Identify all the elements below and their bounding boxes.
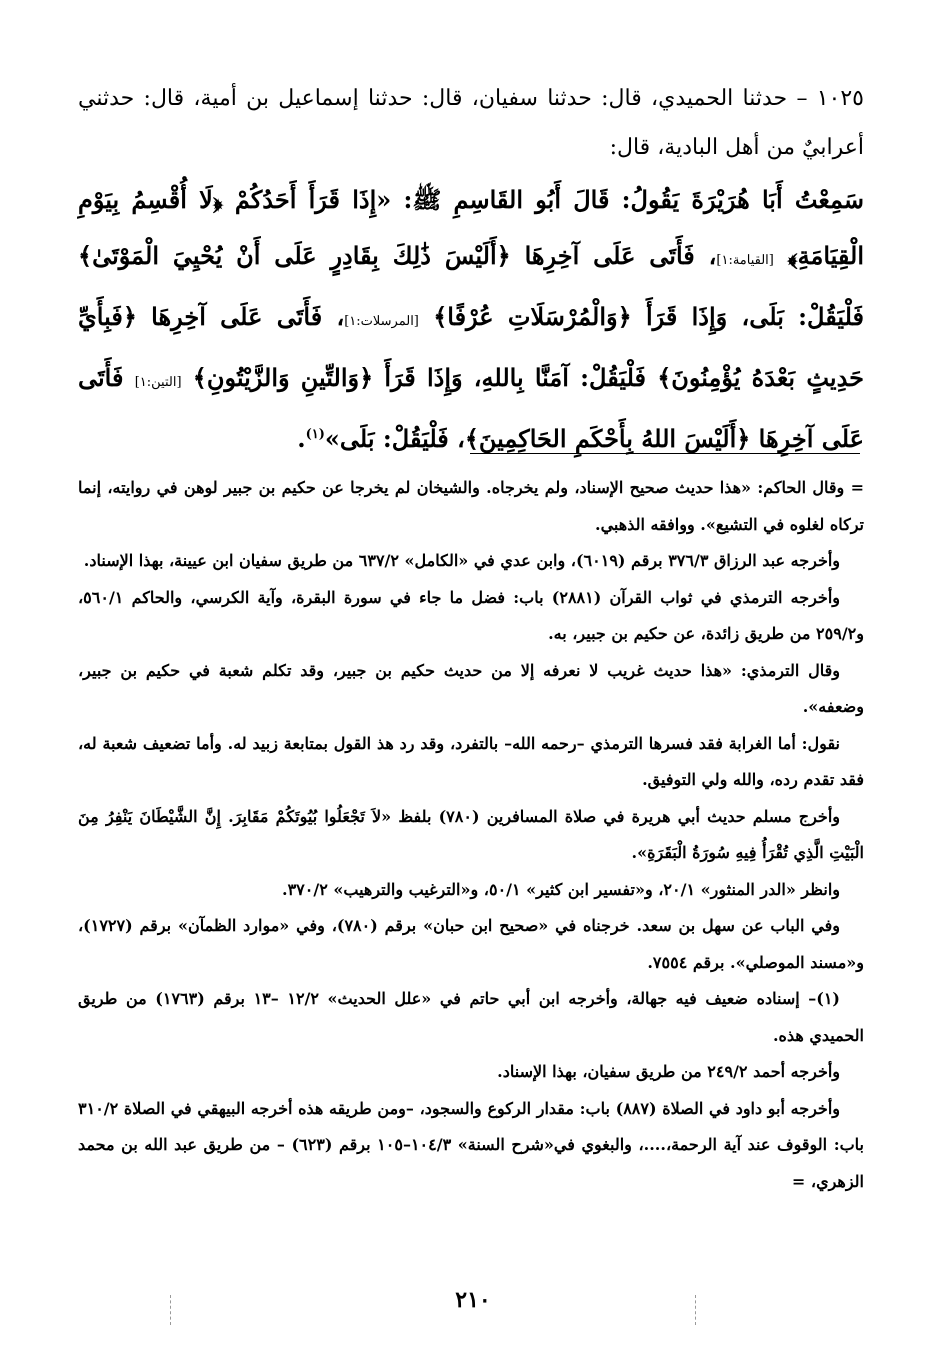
footnote-marker: (١) — [305, 427, 325, 442]
footnote-paragraph: نقول: أما الغرابة فقد فسرها الترمذي –رحمه الله– بالتفرد، وقد رد هذ القول بمتابعة زبيد له. وأما تضعيف شعبة له، فقد تقدم رده، والله ولي التوفيق. — [78, 733, 864, 789]
page-number: ٢١٠ — [455, 1287, 491, 1313]
footnote-paragraph: وفي الباب عن سهل بن سعد. خرجناه في «صحيح ابن حبان» برقم (٧٨٠)، وفي «موارد الظمآن» برقم (١٧٢٧)، و«مسند الموصلي». برقم ٧٥٥٤. — [78, 916, 864, 972]
scan-artifact — [695, 1295, 697, 1325]
hadith-intro: ١٠٢٥ – حدثنا الحميدي، قال: حدثنا سفيان، قال: حدثنا إسماعيل بن أمية، قال: حدثني أعرابيٌ من أهل البادية، قال: — [78, 86, 864, 160]
quote-part-1: سَمِعْتُ أَبَا هُرَيْرَةَ يَقُولُ: قَالَ أَبُو القَاسِمِ ﷺ: «إِذَا قَرَأَ أَحَدُكُمْ ﴿لَا أُقْسِمُ بِيَوْمِ الْقِيَامَةِ﴾ — [78, 185, 864, 270]
footnote-paragraph: (١)– إسناده ضعيف فيه جهالة، وأخرجه ابن أبي حاتم في «علل الحديث» ١٢/٢ –١٣ برقم (١٧٦٣) من طريق الحميدي هذه. — [78, 989, 864, 1045]
quote-end: . — [297, 424, 306, 453]
quote-part-3: ، فَأَتَى عَلَى آخِرِهَا ﴿فَبِأَيِّ حَدِيثٍ بَعْدَهُ يُؤْمِنُونَ﴾ فَلْيَقُلْ: آمَنَّا بِاللهِ، وَإِذَا قَرَأَ ﴿وَالتِّينِ وَالزَّيْتُونِ﴾ — [78, 302, 864, 392]
footnotes — [78, 470, 864, 1200]
footnote-paragraph: = وقال الحاكم: «هذا حديث صحيح الإسناد، ولم يخرجاه. والشيخان لم يخرجا عن حكيم بن جبير لوهن في روايته، إنما تركاه لغلوه في التشيع». ووافقه الذهبي. — [78, 478, 864, 534]
footnote-paragraph: وأخرجه أحمد ٢٤٩/٢ من طريق سفيان، بهذا الإسناد. — [497, 1062, 840, 1081]
footnote-paragraph: وأخرج مسلم حديث أبي هريرة في صلاة المسافرين (٧٨٠) بلفظ «لاَ تَجْعَلُوا بُيُوتَكُمْ مَقَابِرَ. إِنَّ الشَّيْطَانَ يَنْفِرُ مِنَ الْبَيْتِ الَّذِي تُقْرَأُ فِيهِ سُورَةُ الْبَقَرَةِ». — [78, 806, 864, 862]
footnote-paragraph: وانظر «الدر المنثور» ٢٠/١، و«تفسير ابن كثير» ٥٠/١، و«الترغيب والترهيب» ٣٧٠/٢. — [282, 879, 840, 899]
quote-part-2: ، فَأَتَى عَلَى آخِرِهَا ﴿أَلَيْسَ ذَٰلِكَ بِقَادِرٍ عَلَى أَنْ يُحْيِيَ الْمَوْتَىٰ﴾ فَلْيَقُلْ: بَلَى، وَإِذَا قَرَأَ ﴿وَالْمُرْسَلَاتِ عُرْفًا﴾ — [78, 241, 865, 331]
footnote-separator — [470, 453, 860, 454]
quote-part-4: فَأَتَى عَلَى آخِرِهَا ﴿أَلَيْسَ اللهُ بِأَحْكَمِ الحَاكِمِينَ﴾، فَلْيَقُلْ: بَلَى» — [78, 363, 864, 453]
scan-artifact — [170, 1295, 172, 1325]
quran-ref-mursalat: [المرسلات:١] — [344, 314, 419, 329]
footnote-paragraph: وأخرجه أبو داود في الصلاة (٨٨٧) باب: مقدار الركوع والسجود، –ومن طريقه هذه أخرجه البيهقي في الصلاة ٣١٠/٢ باب: الوقوف عند آية الرحمة،....، والبغوي في«شرح السنة» ١٠٤/٣–١٠٥ برقم (٦٢٣) – من طريق عبد الله بن محمد الزهري، = — [78, 1098, 865, 1191]
hadith-text — [78, 74, 864, 467]
footnote-paragraph: وأخرجه الترمذي في ثواب القرآن (٢٨٨١) باب: فضل ما جاء في سورة البقرة، وآية الكرسي، والحاكم ٥٦٠/١، و٢٥٩/٢ من طريق زائدة، عن حكيم بن جبير، به. — [78, 587, 864, 643]
footnote-paragraph: وقال الترمذي: «هذا حديث غريب لا نعرفه إلا من حديث حكيم بن جبير، وقد تكلم شعبة في حكيم بن جبير، وضعفه». — [78, 660, 864, 716]
hadith-quote — [78, 172, 864, 467]
quran-ref-tin: [التين:١] — [134, 375, 182, 390]
footnote-paragraph: وأخرجه عبد الرزاق ٣٧٦/٣ برقم (٦٠١٩)، وابن عدي في «الكامل» ٦٣٧/٢ من طريق سفيان ابن عيينة، بهذا الإسناد. — [83, 551, 840, 570]
quran-ref-qiyamah: [القيامة:١] — [716, 253, 774, 268]
